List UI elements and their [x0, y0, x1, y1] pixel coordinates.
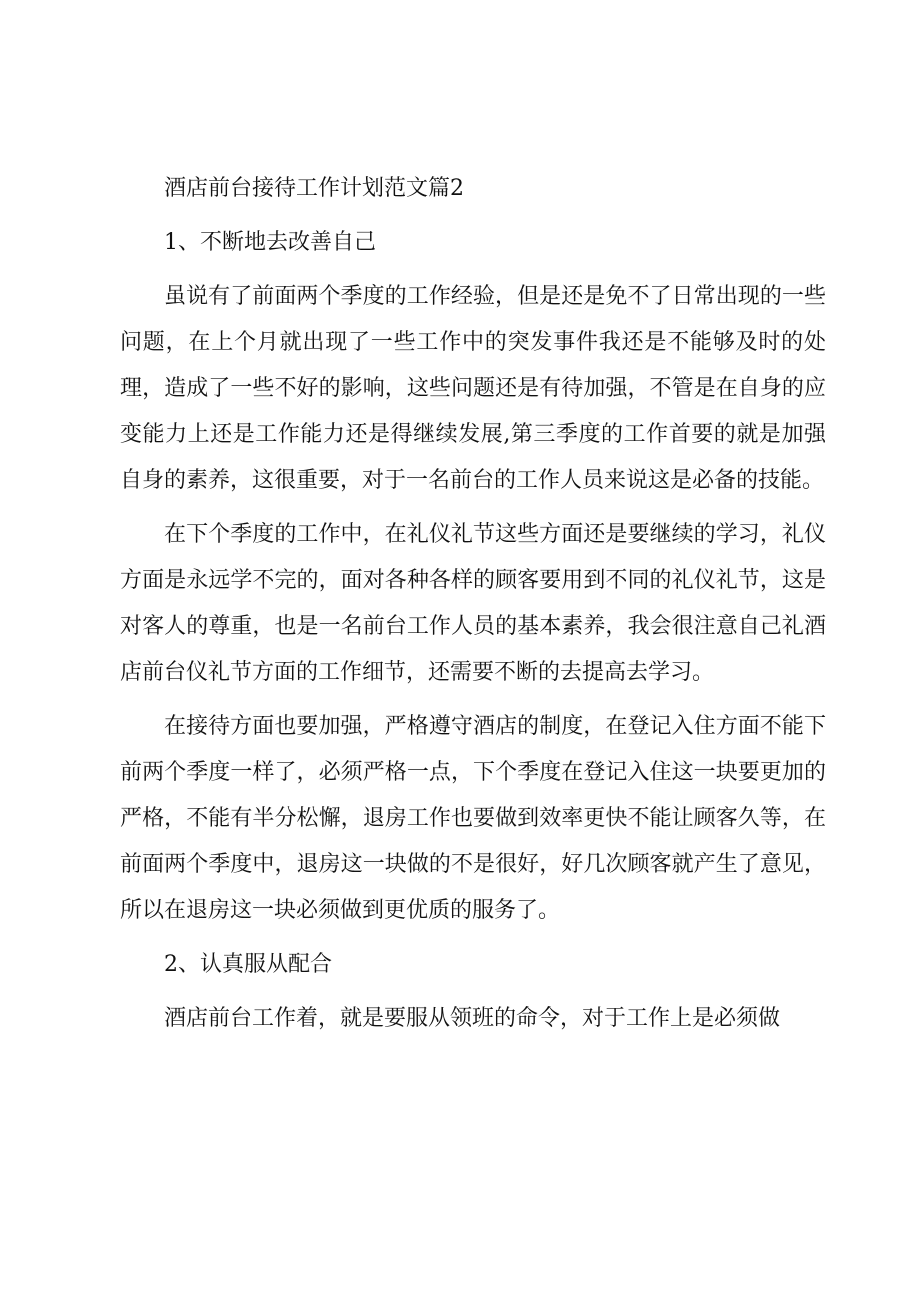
- paragraph-2: 在下个季度的工作中，在礼仪礼节这些方面还是要继续的学习，礼仪方面是永远学不完的，面对各种各样的顾客要用到不同的礼仪礼节，这是对客人的尊重，也是一名前台工作人员的基本素养，我会很注意自己礼酒店前台仪礼节方面的工作细节，还需要不断的去提高去学习。: [120, 522, 826, 685]
- paragraph-4: 酒店前台工作着，就是要服从领班的命令，对于工作上是必须做: [164, 1006, 781, 1031]
- section-heading-1: 1、不断地去改善自己: [164, 230, 376, 255]
- paragraph-3: 在接待方面也要加强，严格遵守酒店的制度，在登记入住方面不能下前两个季度一样了，必须严格一点，下个季度在登记入住这一块要更加的严格，不能有半分松懈，退房工作也要做到效率更快不能让顾客久等，在前面两个季度中，退房这一块做的不是很好，好几次顾客就产生了意见，所以在退房这一块必须做到更优质的服务了。: [120, 714, 826, 923]
- document-title: 酒店前台接待工作计划范文篇2: [164, 176, 464, 201]
- document-content: [120, 166, 826, 1042]
- section-heading-2: 2、认真服从配合: [164, 952, 332, 977]
- paragraph-1: 虽说有了前面两个季度的工作经验，但是还是免不了日常出现的一些问题，在上个月就出现了一些工作中的突发事件我还是不能够及时的处理，造成了一些不好的影响，这些问题还是有待加强，不管是在自身的应变能力上还是工作能力还是得继续发展,第三季度的工作首要的就是加强自身的素养，这很重要，对于一名前台的工作人员来说这是必备的技能。: [120, 284, 826, 493]
